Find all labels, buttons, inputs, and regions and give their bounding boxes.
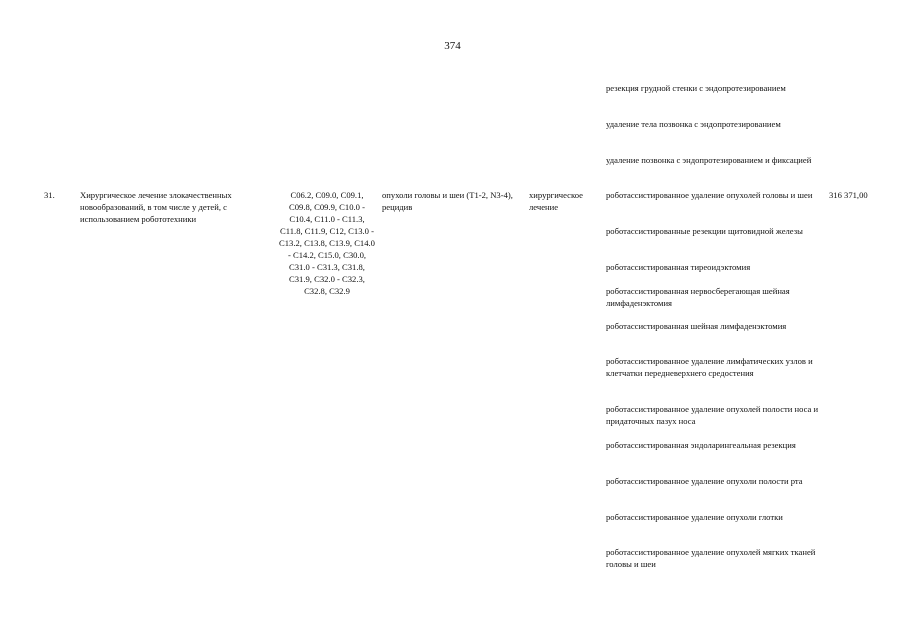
row-codes: C06.2, C09.0, C09.1, C09.8, C09.9, C10.0 - C10.4, C11.0 - C11.3, C11.8, C11.9, C12, C13.0 - C13.2, C13.8, C13.9, C14.0 - C14.2, C15.0, C30.0, C31.0 - C31.3, C31.8, C31.9, C32.0 - C32.3, C32.8, C32.9 bbox=[279, 190, 375, 296]
method-item: роботассистированное удаление опухоли глотки bbox=[606, 512, 783, 522]
method-item: удаление позвонка с эндопротезированием и фиксацией bbox=[606, 155, 812, 165]
method-item: роботассистированная шейная лимфаденэктомия bbox=[606, 321, 787, 331]
method-item: роботассистированные резекции щитовидной железы bbox=[606, 226, 803, 236]
method-item: роботассистированная нервосберегающая шейная лимфаденэктомия bbox=[606, 286, 790, 308]
row-number: 31. bbox=[44, 190, 55, 200]
row-name: Хирургическое лечение злокачественных новообразований, в том числе у детей, с использованием робототехники bbox=[80, 190, 232, 224]
row-price: 316 371,00 bbox=[829, 190, 868, 200]
row-treatment-type: хирургическое лечение bbox=[529, 190, 583, 212]
method-item: роботассистированное удаление опухоли полости рта bbox=[606, 476, 803, 486]
method-item: удаление тела позвонка с эндопротезированием bbox=[606, 119, 781, 129]
method-item: роботассистированная тиреоидэктомия bbox=[606, 262, 751, 272]
method-item: роботассистированное удаление опухолей мягких тканей головы и шеи bbox=[606, 547, 816, 569]
method-item: резекция грудной стенки с эндопротезированием bbox=[606, 83, 786, 93]
method-item: роботассистированная эндоларингеальная резекция bbox=[606, 440, 796, 450]
row-patient-model: опухоли головы и шеи (T1-2, N3-4), рецидив bbox=[382, 190, 513, 212]
method-item: роботассистированное удаление опухолей головы и шеи bbox=[606, 190, 813, 200]
method-item: роботассистированное удаление опухолей полости носа и придаточных пазух носа bbox=[606, 404, 819, 426]
method-item: роботассистированное удаление лимфатических узлов и клетчатки передневерхнего средостения bbox=[606, 356, 813, 378]
page-number: 374 bbox=[444, 40, 461, 52]
